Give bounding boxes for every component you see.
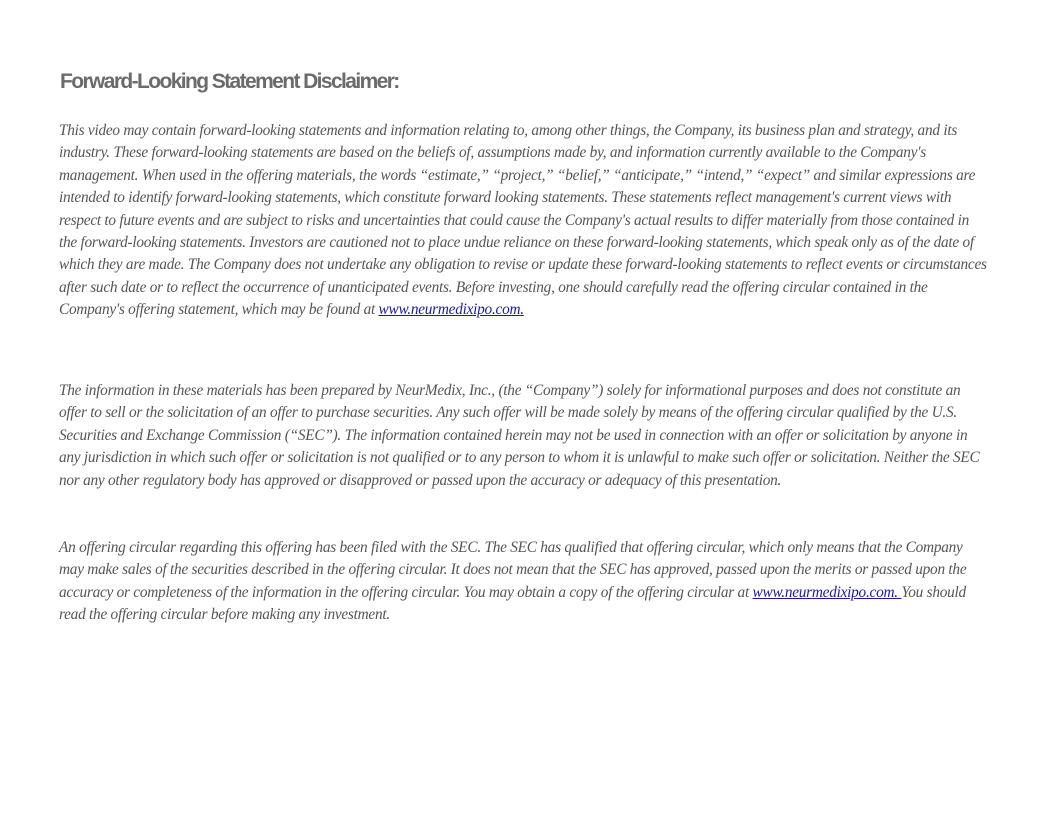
paragraph-forward-looking-text: This video may contain forward-looking statements and information relating to, among other things, the Company, its business plan and strategy, and its industry. These forward-looking statements are based on the beliefs of, assumptions made by, and information currently available to the Company's management. When used in the offering materials, the words “estimate,” “project,” “belief,” “anticipate,” “intend,” “expect” and similar expressions are intended to identify forward-looking statements, which constitute forward looking statements. These statements reflect management's current views with respect to future events and are subject to risks and uncertainties that could cause the Company's actual results to differ materially from those contained in the forward-looking statements. Investors are cautioned not to place undue reliance on these forward-looking statements, which speak only as of the date of which they are made. The Company does not undertake any obligation to revise or update these forward-looking statements to reflect events or circumstances after such date or to reflect the occurrence of unanticipated events. Before investing, one should carefully read the offering circular contained in the Company's offering statement, which may be found at xyxy=(59,122,987,319)
paragraph-information xyxy=(59,380,989,492)
paragraph-information-text: The information in these materials has been prepared by NeurMedix, Inc., (the “Company”) solely for informational purposes and does not constitute an offer to sell or the solicitation of an offer to purchase securities. Any such offer will be made solely by means of the offering circular qualified by the U.S. Securities and Exchange Commission (“SEC”). The information contained herein may not be used in connection with an offer or solicitation by anyone in any jurisdiction in which such offer or solicitation is not qualified or to any person to whom it is unlawful to make such offer or solicitation. Neither the SEC nor any other regulatory body has approved or disapproved or passed upon the accuracy or adequacy of this presentation. xyxy=(59,382,980,489)
offering-website-link[interactable]: www.neurmedixipo.com. xyxy=(378,301,524,319)
paragraph-offering-circular xyxy=(59,537,989,627)
paragraph-forward-looking xyxy=(59,120,989,322)
paragraph-offering-circular-text: An offering circular regarding this offering has been filed with the SEC. The SEC has qualified that offering circular, which only means that the Company may make sales of the securities described in the offering circular. It does not mean that the SEC has approved, passed upon the merits or passed upon the accuracy or completeness of the information in the offering circular. You may obtain a copy of the offering circular at xyxy=(59,539,967,601)
page-title: Forward-Looking Statement Disclaimer: xyxy=(60,70,399,93)
paragraph-offering-circular-closing: You should read the offering circular before making any investment. xyxy=(59,583,966,624)
offering-circular-link[interactable]: www.neurmedixipo.com. xyxy=(752,583,902,601)
